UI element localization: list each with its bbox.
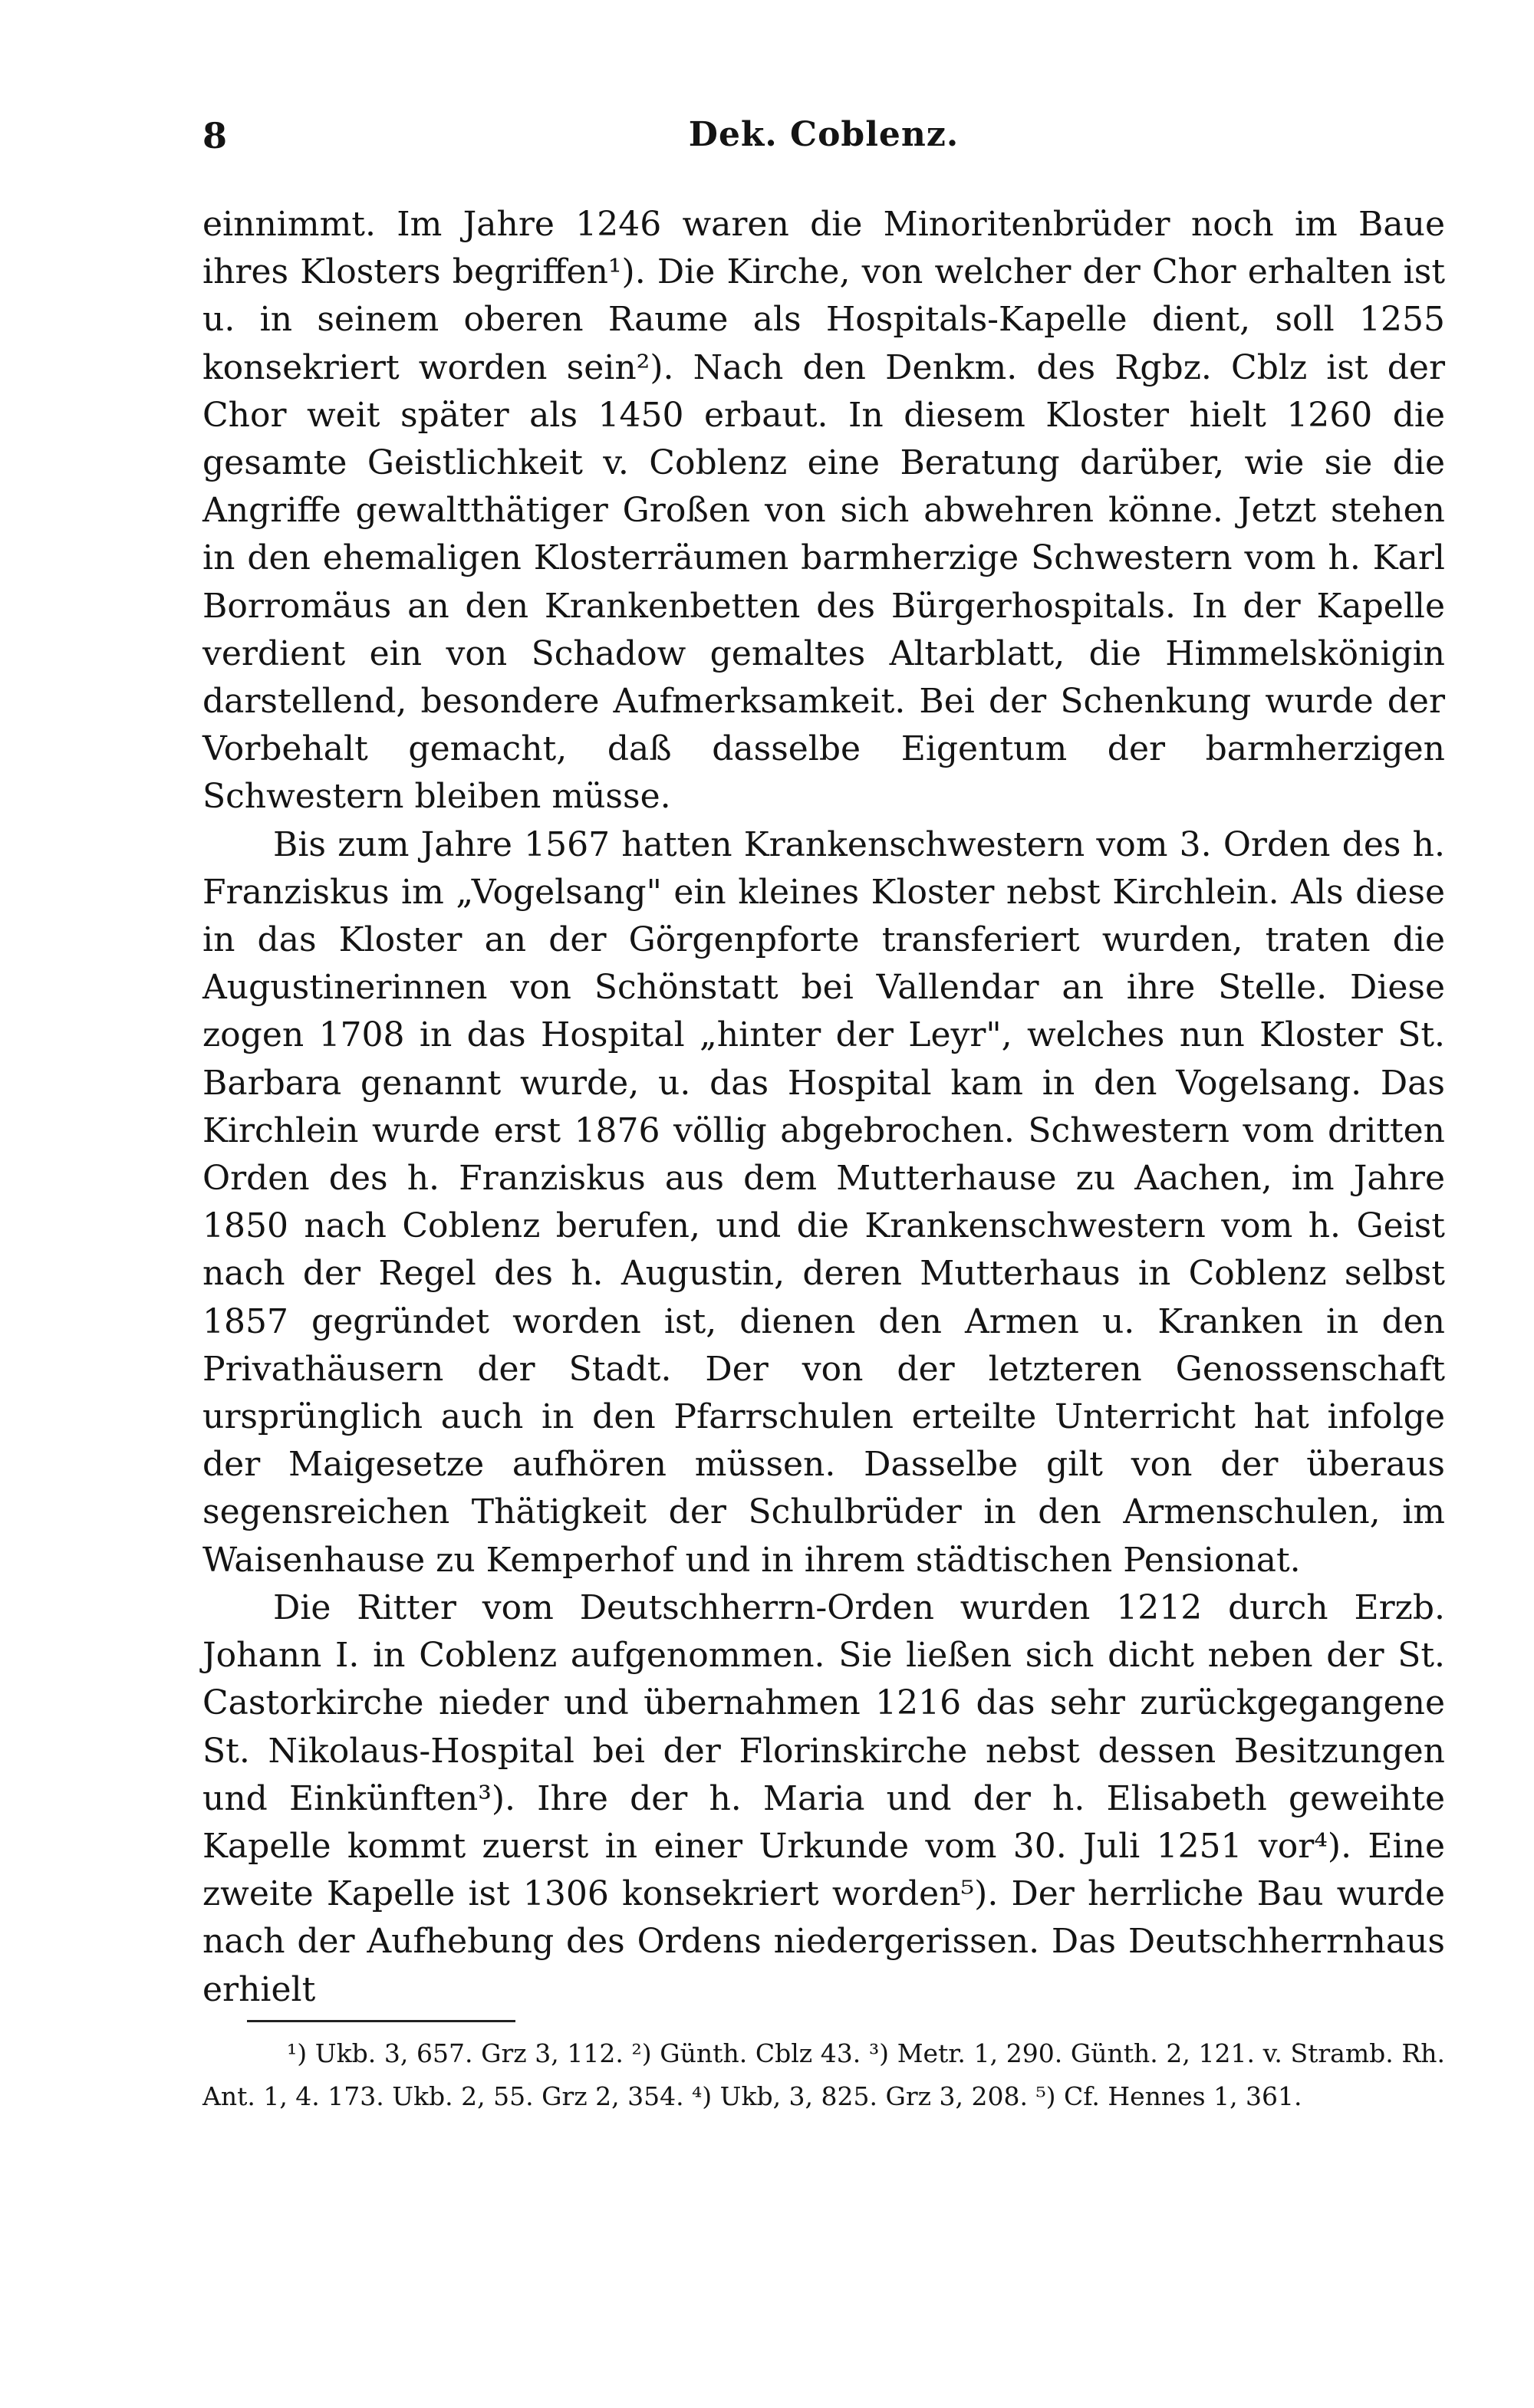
page-number: 8 xyxy=(202,115,228,156)
running-head: Dek. Coblenz. xyxy=(688,115,960,154)
footnote-text: ¹) Ukb. 3, 657. Grz 3, 112. ²) Günth. Cblz 43. ³) Metr. 1, 290. Günth. 2, 121. v. Stramb. Rh. Ant. 1, 4. 173. Ukb. 2, 55. Grz 2, 354. ⁴) Ukb, 3, 825. Grz 3, 208. ⁵) Cf. Hennes 1, 361. xyxy=(202,2038,1445,2111)
page-header xyxy=(202,115,1445,169)
paragraph: einnimmt. Im Jahre 1246 waren die Minoritenbrüder noch im Baue ihres Klosters begriffen¹). Die Kirche, von welcher der Chor erhalten ist u. in seinem oberen Raume als Hospitals-Kapelle dient, soll 1255 konsekriert worden sein²). Nach den Denkm. des Rgbz. Cblz ist der Chor weit später als 1450 erbaut. In diesem Kloster hielt 1260 die gesamte Geistlichkeit v. Coblenz eine Beratung darüber, wie sie die Angriffe gewaltthätiger Großen von sich abwehren könne. Jetzt stehen in den ehemaligen Klosterräumen barmherzige Schwestern vom h. Karl Borromäus an den Krankenbetten des Bürgerhospitals. In der Kapelle verdient ein von Schadow gemaltes Altarblatt, die Himmelskönigin darstellend, besondere Aufmerksamkeit. Bei der Schenkung wurde der Vorbehalt gemacht, daß dasselbe Eigentum der barmherzigen Schwestern bleiben müsse. xyxy=(202,205,1445,817)
paragraph: Bis zum Jahre 1567 hatten Krankenschwestern vom 3. Orden des h. Franziskus im „Vogelsang" ein kleines Kloster nebst Kirchlein. Als diese in das Kloster an der Görgenpforte transferiert wurden, traten die Augustinerinnen von Schönstatt bei Vallendar an ihre Stelle. Diese zogen 1708 in das Hospital „hinter der Leyr", welches nun Kloster St. Barbara genannt wurde, u. das Hospital kam in den Vogelsang. Das Kirchlein wurde erst 1876 völlig abgebrochen. Schwestern vom dritten Orden des h. Franziskus aus dem Mutterhause zu Aachen, im Jahre 1850 nach Coblenz berufen, und die Krankenschwestern vom h. Geist nach der Regel des h. Augustin, deren Mutterhaus in Coblenz selbst 1857 gegründet worden ist, dienen den Armen u. Kranken in den Privathäusern der Stadt. Der von der letzteren Genossenschaft ursprünglich auch in den Pfarrschulen erteilte Unterricht hat infolge der Maigesetze aufhören müssen. Dasselbe gilt von der überaus segensreichen Thätigkeit der Schulbrüder in den Armenschulen, im Waisenhause zu Kemperhof und in ihrem städtischen Pensionat. xyxy=(202,824,1445,1580)
footnotes xyxy=(202,2032,1445,2118)
body-text xyxy=(202,201,1445,2014)
paragraph: Die Ritter vom Deutschherrn-Orden wurden 1212 durch Erzb. Johann I. in Coblenz aufgenommen. Sie ließen sich dicht neben der St. Castorkirche nieder und übernahmen 1216 das sehr zurückgegangene St. Nikolaus-Hospital bei der Florinskirche nebst dessen Besitzungen und Einkünften³). Ihre der h. Maria und der h. Elisabeth geweihte Kapelle kommt zuerst in einer Urkunde vom 30. Juli 1251 vor⁴). Eine zweite Kapelle ist 1306 konsekriert worden⁵). Der herrliche Bau wurde nach der Aufhebung des Ordens niedergerissen. Das Deutschherrnhaus erhielt xyxy=(202,1587,1445,2009)
footnote-rule xyxy=(247,2020,515,2022)
